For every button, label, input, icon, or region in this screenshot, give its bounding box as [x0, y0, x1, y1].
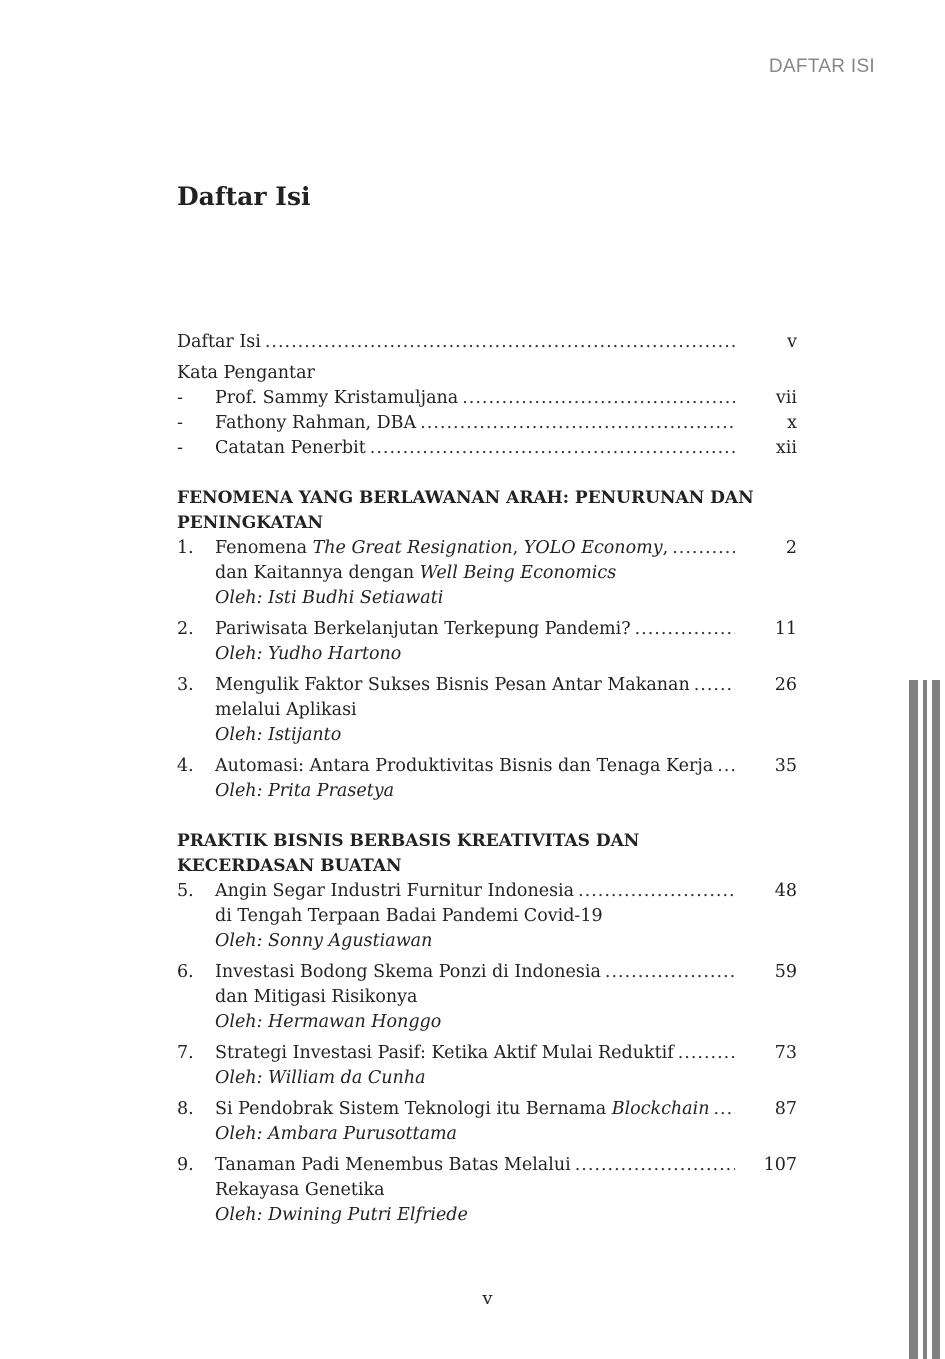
chapter-title: Si Pendobrak Sistem Teknologi itu Bernama Blockchain [215, 1099, 710, 1119]
section-heading-line: FENOMENA YANG BERLAWANAN ARAH: PENURUNAN DAN [177, 488, 754, 508]
chapter-entry-5[interactable] [177, 879, 797, 954]
toc-page-number: 48 [774, 881, 797, 901]
toc-page-number: vii [775, 388, 797, 408]
running-head: DAFTAR ISI [768, 56, 875, 77]
toc-page-number: 35 [774, 756, 797, 776]
section-heading [177, 486, 797, 536]
chapter-title-continued: Rekayasa Genetika [215, 1180, 385, 1200]
chapter-title: Investasi Bodong Skema Ponzi di Indonesia [215, 962, 601, 982]
toc-page-number: 73 [774, 1043, 797, 1063]
section-heading-line: KECERDASAN BUATAN [177, 856, 402, 876]
chapter-author: Oleh: Ambara Purusottama [215, 1124, 457, 1144]
chapter-author: Oleh: Sonny Agustiawan [215, 931, 433, 951]
chapter-number: 4. [177, 756, 194, 776]
chapter-entry-8[interactable] [177, 1097, 797, 1147]
chapter-title: Tanaman Padi Menembus Batas Melalui [215, 1155, 571, 1175]
toc-entry-prakata-2[interactable] [177, 411, 797, 436]
toc-page-number: v [787, 332, 797, 352]
chapter-author: Oleh: Isti Budhi Setiawati [215, 588, 444, 608]
dot-leader [635, 617, 735, 642]
chapter-title-continued: dan Mitigasi Risikonya [215, 987, 418, 1007]
chapter-author: Oleh: Istijanto [215, 725, 342, 745]
chapter-author: Oleh: William da Cunha [215, 1068, 426, 1088]
toc-page-number: 11 [774, 619, 797, 639]
chapter-entry-1[interactable] [177, 536, 797, 611]
toc-page-number: 59 [774, 962, 797, 982]
dot-leader [713, 1097, 735, 1122]
chapter-author: Oleh: Hermawan Honggo [215, 1012, 442, 1032]
chapter-number: 7. [177, 1043, 194, 1063]
page-title: Daftar Isi [177, 182, 311, 211]
toc-entry-label: Prof. Sammy Kristamuljana [215, 388, 459, 408]
list-marker: - [177, 388, 183, 408]
dot-leader [717, 754, 735, 779]
chapter-number: 5. [177, 881, 194, 901]
chapter-title: Fenomena The Great Resignation, YOLO Economy, [215, 538, 669, 558]
dot-leader [694, 673, 735, 698]
chapter-number: 2. [177, 619, 194, 639]
chapter-title: Mengulik Faktor Sukses Bisnis Pesan Antar Makanan [215, 675, 690, 695]
chapter-entry-6[interactable] [177, 960, 797, 1035]
chapter-author: Oleh: Dwining Putri Elfriede [215, 1205, 468, 1225]
list-marker: - [177, 413, 183, 433]
toc-page-number: 26 [774, 675, 797, 695]
dot-leader [575, 1153, 735, 1178]
dot-leader [370, 436, 735, 461]
section-heading [177, 829, 797, 879]
chapter-number: 6. [177, 962, 194, 982]
page-number-folio: v [482, 1288, 493, 1309]
chapter-title: Angin Segar Industri Furnitur Indonesia [215, 881, 575, 901]
dot-leader [578, 879, 735, 904]
toc-entry-label: Fathony Rahman, DBA [215, 413, 417, 433]
edge-tab-bar [923, 680, 927, 1359]
chapter-number: 8. [177, 1099, 194, 1119]
toc-page-number: 87 [774, 1099, 797, 1119]
toc-group-kata-pengantar [177, 361, 797, 386]
chapter-title-continued: melalui Aplikasi [215, 700, 357, 720]
chapter-entry-2[interactable] [177, 617, 797, 667]
list-marker: - [177, 438, 183, 458]
toc-page-number: 107 [763, 1155, 797, 1175]
chapter-title: Automasi: Antara Produktivitas Bisnis dan Tenaga Kerja [215, 756, 714, 776]
dot-leader [420, 411, 735, 436]
chapter-entry-9[interactable] [177, 1153, 797, 1228]
chapter-number: 3. [177, 675, 194, 695]
toc-entry-prakata-1[interactable] [177, 386, 797, 411]
toc-entry-label: Daftar Isi [177, 332, 261, 352]
dot-leader [678, 1041, 735, 1066]
chapter-title-continued: dan Kaitannya dengan Well Being Economics [215, 563, 617, 583]
dot-leader [672, 536, 735, 561]
toc-entry-prakata-3[interactable] [177, 436, 797, 461]
section-heading-line: PRAKTIK BISNIS BERBASIS KREATIVITAS DAN [177, 831, 640, 851]
toc-page-number: 2 [785, 538, 797, 558]
section-heading-line: PENINGKATAN [177, 513, 324, 533]
chapter-author: Oleh: Yudho Hartono [215, 644, 402, 664]
chapter-entry-3[interactable] [177, 673, 797, 748]
edge-tab-bar [909, 680, 918, 1359]
chapter-entry-7[interactable] [177, 1041, 797, 1091]
dot-leader [605, 960, 735, 985]
chapter-number: 1. [177, 538, 194, 558]
toc-entry-label: Catatan Penerbit [215, 438, 366, 458]
toc-page-number: xii [775, 438, 797, 458]
toc-group-label: Kata Pengantar [177, 363, 315, 383]
table-of-contents [177, 330, 797, 1228]
chapter-entry-4[interactable] [177, 754, 797, 804]
chapter-author: Oleh: Prita Prasetya [215, 781, 395, 801]
dot-leader [265, 330, 735, 355]
chapter-title: Pariwisata Berkelanjutan Terkepung Pandemi? [215, 619, 631, 639]
chapter-number: 9. [177, 1155, 194, 1175]
chapter-title: Strategi Investasi Pasif: Ketika Aktif Mulai Reduktif [215, 1043, 674, 1063]
chapter-title-continued: di Tengah Terpaan Badai Pandemi Covid-19 [215, 906, 603, 926]
edge-tab-bar [932, 680, 940, 1359]
toc-entry-daftar-isi[interactable] [177, 330, 797, 355]
toc-page-number: x [787, 413, 797, 433]
dot-leader [462, 386, 735, 411]
